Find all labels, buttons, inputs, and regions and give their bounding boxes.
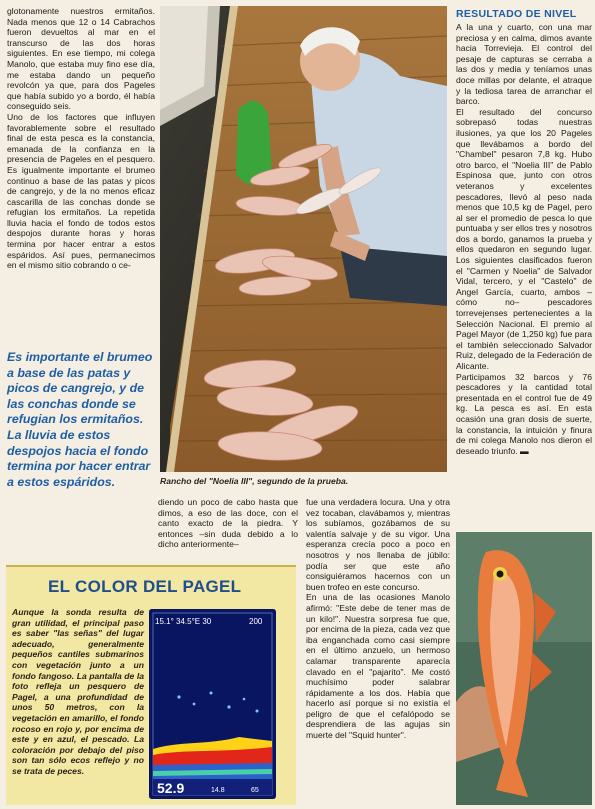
- sidebar-text: Aunque la sonda resulta de gran utilidad, el principal paso es saber "las señas" del lugar adecuado, generalmente pequeños cantiles submarinos con vegetación junto a un fondo fangoso. La pantalla de la foto refleja un pesquero de Pagel, a una profundidad de unos 50 metros, con la vegetación en amarillo, el fondo rocoso en rojo y, por encima de este y en azul, el pescado. La coloración por debajo del piso son tan sólo ecos reflejo y no se trata de peces.: [12, 607, 144, 776]
- middle-paragraph-1: diendo un poco de cabo hasta que dimos, a eso de las doce, con el canto exacto de la piedra. Y entonces –sin duda debido a lo dicho anteriormente–: [158, 497, 298, 550]
- right-paragraph-1: A la una y cuarto, con una mar preciosa y en calma, dimos avante hacia Torrevieja. El control del pesaje de capturas se cerraba a las dos y media y teníamos unas doce millas por delante, el atraque y la tediosa tarea de arranchar el barco.: [456, 22, 592, 107]
- sidebar-title: EL COLOR DEL PAGEL: [48, 577, 242, 596]
- left-paragraph-1: glotonamente nuestros ermitaños. Nada menos que 12 o 14 Cabrachos fueron devueltos al mar en el transcurso de las dos horas siguientes. En ese tiempo, mi colega Manolo, que estaba muy fino ese día, me estaba dando un pequeño revolcón ya que, para dos Pageles que había subido yo a bordo, él había conseguido seis.: [7, 6, 155, 112]
- sonar-display: [149, 609, 276, 799]
- pagel-fish-image: [456, 532, 592, 805]
- end-mark: ▬: [520, 445, 529, 456]
- middle-paragraph-3: En una de las ocasiones Manolo afirmó: "Este debe de tener mas de un kilo!". Nuestra sorpresa fue que, por encima de la pieza, cada vez que iba enganchada como casi siempre en el último anzuelo, un hermoso calamar transparente aparecía clavado en el "pajarito". Me costó muchísimo poder salabrar rápidamente a los dos. Había que hacerlo así porque si no existía el peligro de que el cefalópodo se desprendiera de las agujas sin muerte del "Squid hunter".: [306, 592, 450, 741]
- sidebar-box: [6, 565, 296, 805]
- red-fish-photo: [456, 532, 592, 805]
- right-paragraph-3: Participamos 32 barcos y 76 pescadores y la cantidad total presentada en el control fue de 49 kg. La pesca es así. En esta ocasión una gran dosis de suerte, la constancia, la intuición y finura de mi colega Manolo nos dieron el deseado triunfo.: [456, 371, 592, 456]
- sonar-top-readout: 15.1° 34.5°E 30: [155, 617, 212, 626]
- section-heading: RESULTADO DE NIVEL: [456, 8, 577, 20]
- left-paragraph-2: Uno de los factores que influyen favorablemente sobre el resultado final de esta pesca es la constancia, emanada de la confianza en la presencia de Pageles en el pesquero. Es igualmente importante el brumeo continuo a base de las patas y picos de cangrejo, y de la no menos eficaz cascarilla de las conchas donde se refugian los ermitaños. La repetida lluvia hacia el fondo de todos estos despojos durante horas y horas termina por hacer entrar a estos espáridos. Así pues, permanecimos en el mismo sitio cobrando o ce-: [7, 111, 155, 271]
- main-photo-caption: Rancho del "Noelia III", segundo de la prueba.: [160, 476, 349, 486]
- left-column: [7, 6, 155, 271]
- sonar-depth-readout: 52.9: [157, 780, 185, 796]
- main-photo: [160, 6, 447, 472]
- middle-column-2: [306, 497, 450, 741]
- right-column: [456, 22, 592, 456]
- sonar-scale-top: 200: [249, 617, 263, 626]
- sonar-depth-small: 14.8: [211, 787, 225, 794]
- sonar-screen: [149, 609, 276, 799]
- middle-column-1: [158, 497, 298, 550]
- sonar-scale-bottom: 65: [251, 787, 259, 794]
- right-paragraph-2: El resultado del concurso sobrepasó todas nuestras ilusiones, ya que los 20 Pageles que llevábamos a bordo del "Chambel" pesaron 7,8 kg. Hubo otro barco, el "Noelia III" de Pablo Espinosa que, junto con otros veteranos y excelentes pescadores, llevó al peso nada menos que 10,5 kg de Pagel, pero al ser el promedio de pesca lo que puntuaba y ser ellos tres y nosotros dos a bordo, ganamos la prueba y ellos quedaron en segundo lugar. Los siguientes clasificados fueron el "Carmen y Noelia" de Salvador Vidal, tercero, y el "Castelo" de Angel García, cuarto, ambos –cómo no– pescadores torrevejenses pertenecientes a la Selección Nacional. El premio al Pagel Mayor (de 1,250 kg) fue para el también seleccionado Salvador Ruiz, delegado de la Federación de Alicante.: [456, 106, 592, 371]
- dock-fishing-photo: [160, 6, 447, 472]
- pull-quote: Es importante el brumeo a base de las patas y picos de cangrejo, y de las conchas donde se refugian los ermitaños. La lluvia de estos despojos hacia el fondo termina por hacer entrar a estos espáridos.: [7, 350, 153, 489]
- middle-paragraph-2: fue una verdadera locura. Una y otra vez tocaban, clavábamos y, mientras los subíamos, gozábamos de su valentía salvaje y de su vigor. Una esperanza crecía poco a poco en nosotros y nos llenaba de júbilo: podía ser que este año consiguiéramos hacernos con un buen trofeo en este concurso.: [306, 497, 450, 592]
